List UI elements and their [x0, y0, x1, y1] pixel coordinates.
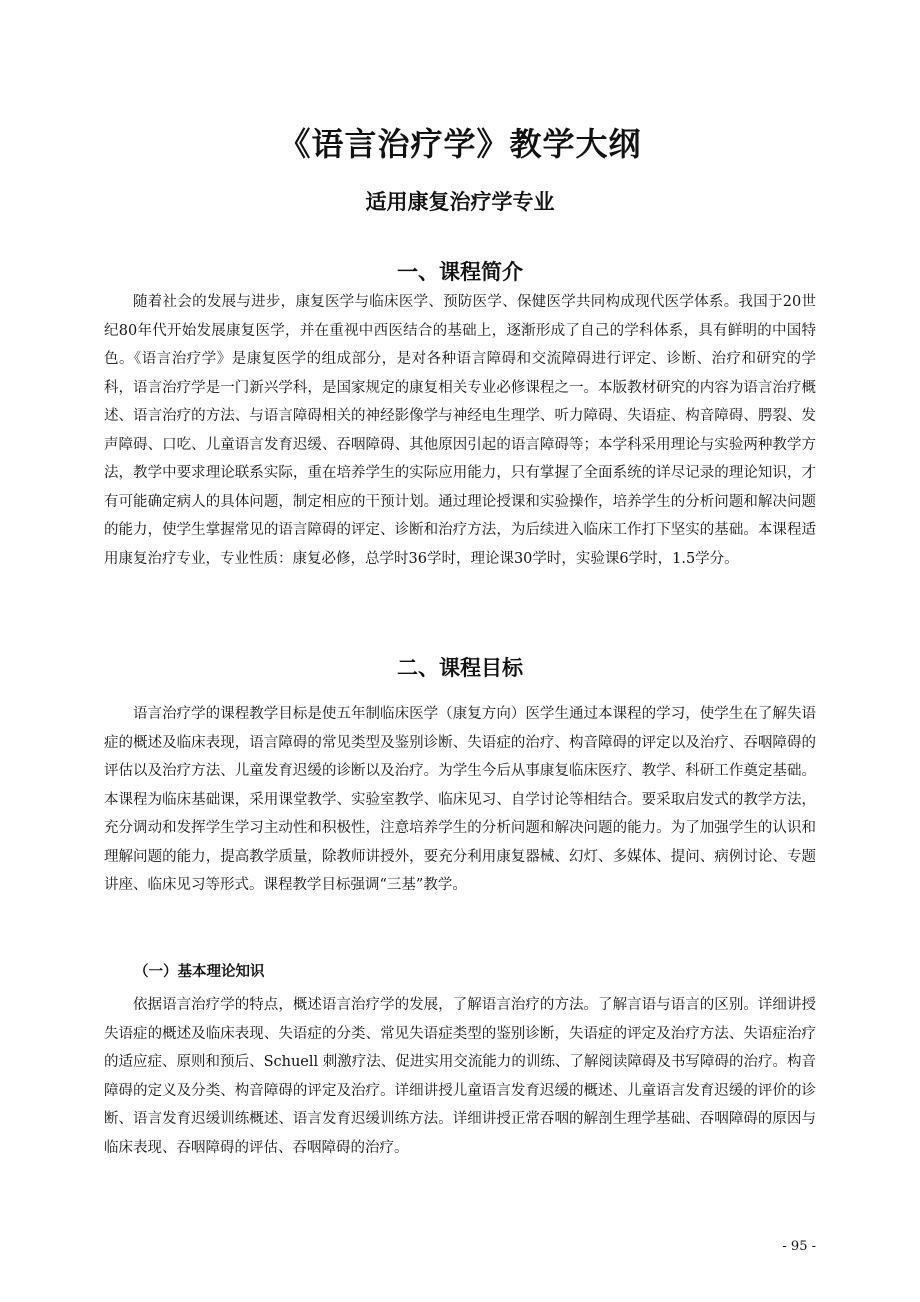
subsection-heading-basic-theory: （一）基本理论知识 — [134, 964, 265, 980]
section-heading-course-intro: 一、课程简介 — [397, 260, 523, 284]
page-number: - 95 - — [782, 1239, 816, 1254]
basic-theory-paragraph: 依据语言治疗学的特点，概述语言治疗学的发展，了解语言治疗的方法。了解言语与语言的区别。详细讲授失语症的概述及临床表现、失语症的分类、常见失语症类型的鉴别诊断，失语症的评定及治疗方法、失语症治疗的适应症、原则和预后、Schuell 刺激疗法、促进实用交流能力的训练、了解阅读障碍及书写障碍的治疗。构音障碍的定义及分类、构音障碍的评定及治疗。详细讲授儿童语言发育迟缓的概述、儿童语言发育迟缓的评价的诊断、语言发育迟缓训练概述、语言发育迟缓训练方法。详细讲授正常吞咽的解剖生理学基础、吞咽障碍的原因与临床表现、吞咽障碍的评估、吞咽障碍的治疗。 — [104, 997, 816, 1156]
section-heading-course-goals: 二、课程目标 — [397, 656, 523, 680]
course-goals-paragraph: 语言治疗学的课程教学目标是使五年制临床医学（康复方向）医学生通过本课程的学习，使学生在了解失语症的概述及临床表现，语言障碍的常见类型及鉴别诊断、失语症的治疗、构音障碍的评定以及治疗、吞咽障碍的评估以及治疗方法、儿童发育迟缓的诊断以及治疗。为学生今后从事康复临床医疗、教学、科研工作奠定基础。本课程为临床基础课，采用课堂教学、实验室教学、临床见习、自学讨论等相结合。要采取启发式的教学方法，充分调动和发挥学生学习主动性和积极性，注意培养学生的分析问题和解决问题的能力。为了加强学生的认识和理解问题的能力，提高教学质量，除教师讲授外，要充分利用康复器械、幻灯、多媒体、提问、病例讨论、专题讲座、临床见习等形式。课程教学目标强调“三基”教学。 — [104, 706, 816, 893]
course-intro-paragraph: 随着社会的发展与进步，康复医学与临床医学、预防医学、保健医学共同构成现代医学体系。我国于20世纪80年代开始发展康复医学，并在重视中西医结合的基础上，逐渐形成了自己的学科体系，具有鲜明的中国特色。《语言治疗学》是康复医学的组成部分，是对各种语言障碍和交流障碍进行评定、诊断、治疗和研究的学科，语言治疗学是一门新兴学科，是国家规定的康复相关专业必修课程之一。本版教材研究的内容为语言治疗概述、语言治疗的方法、与语言障碍相关的神经影像学与神经电生理学、听力障碍、失语症、构音障碍、腭裂、发声障碍、口吃、儿童语言发育迟缓、吞咽障碍、其他原因引起的语言障碍等；本学科采用理论与实验两种教学方法，教学中要求理论联系实际，重在培养学生的实际应用能力，只有掌握了全面系统的详尽记录的理论知识，才有可能确定病人的具体问题，制定相应的干预计划。通过理论授课和实验操作，培养学生的分析问题和解决问题的能力，使学生掌握常见的语言障碍的评定、诊断和治疗方法，为后续进入临床工作打下坚实的基础。本课程适用康复治疗专业，专业性质：康复必修，总学时36学时，理论课30学时，实验课6学时，1.5学分。 — [104, 294, 816, 567]
document-title: 《语言治疗学》教学大纲 — [278, 125, 642, 163]
document-subtitle: 适用康复治疗学专业 — [365, 190, 555, 214]
